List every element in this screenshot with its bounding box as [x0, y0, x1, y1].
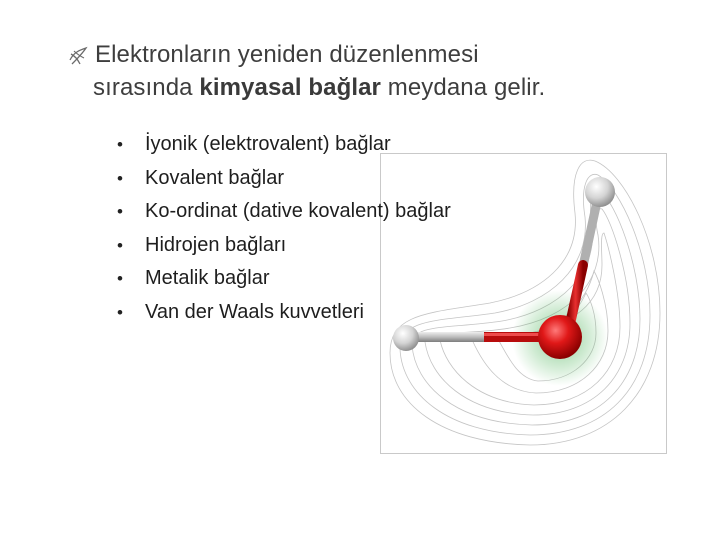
- list-item-label: Kovalent bağlar: [145, 166, 284, 189]
- list-item: [117, 262, 451, 296]
- title-line-2-pre: sırasında: [93, 74, 200, 101]
- list-item: [117, 229, 451, 263]
- title-line-2-post: meydana gelir.: [381, 74, 546, 101]
- bond-oh-left: [406, 332, 554, 342]
- list-item-label: Van der Waals kuvvetleri: [145, 300, 364, 323]
- list-item-label: Ko-ordinat (dative kovalent) bağlar: [145, 200, 451, 222]
- hydrogen-atom-top: [585, 177, 615, 207]
- list-item-label: Metalik bağlar: [145, 267, 270, 289]
- bullet-dot: •: [117, 269, 123, 288]
- slide-title: [95, 38, 545, 104]
- list-item-label: İyonik (elektrovalent) bağlar: [145, 133, 391, 155]
- bullet-dot: •: [117, 202, 123, 221]
- oxygen-atom: [538, 315, 582, 359]
- list-item: [117, 162, 451, 196]
- bullet-dot: •: [117, 135, 123, 154]
- bullet-dot: •: [117, 168, 123, 188]
- list-item: [117, 195, 451, 229]
- list-item: [117, 296, 451, 330]
- title-line-2: [93, 71, 545, 104]
- bond-types-list: [117, 128, 451, 329]
- title-line-2-bold: kimyasal bağlar: [199, 74, 381, 101]
- list-item-label: Hidrojen bağları: [145, 233, 287, 256]
- title-line-1: Elektronların yeniden düzenlenmesi: [95, 41, 479, 68]
- bullet-dot: •: [117, 235, 123, 255]
- list-item: [117, 128, 451, 162]
- bullet-dot: •: [117, 302, 123, 322]
- flourish-icon: [68, 46, 88, 66]
